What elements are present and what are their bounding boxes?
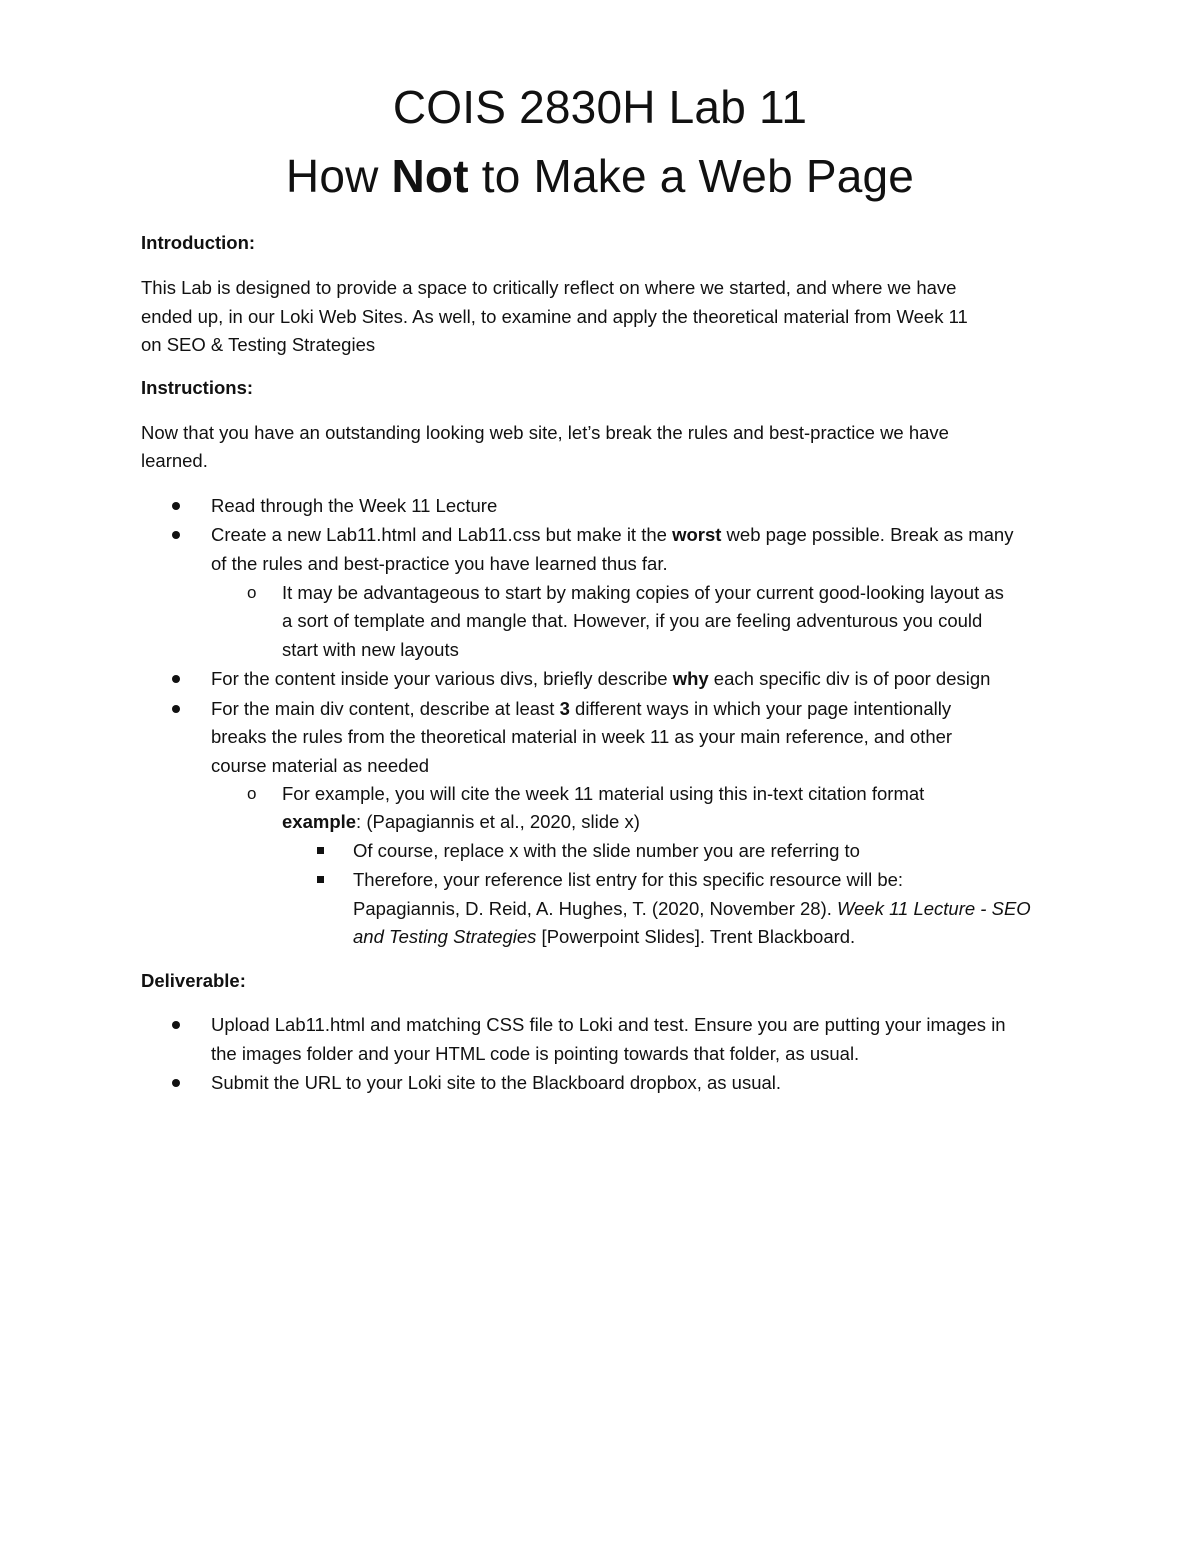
instructions-line-1: Now that you have an outstanding looking web site, let’s break the rules and best-practice we have xyxy=(141,422,949,443)
deliverable-heading: Deliverable: xyxy=(141,970,246,991)
doc-title-line2 xyxy=(0,150,1200,202)
item-main-div-emphasis: 3 xyxy=(559,698,570,719)
square-bullet-icon xyxy=(317,866,324,895)
item-main-div-text-b: different ways in which your page intentionally xyxy=(569,698,952,719)
bullet-icon xyxy=(172,492,180,521)
sub-item-template-line3: start with new layouts xyxy=(282,639,459,660)
bullet-icon xyxy=(172,1011,180,1040)
sub-item-citation-line2 xyxy=(282,808,640,837)
title-suffix: to Make a Web Page xyxy=(468,150,915,202)
item-describe-divs-emphasis: why xyxy=(672,668,709,689)
intro-line-3: on SEO & Testing Strategies xyxy=(141,334,376,355)
sub-bullet-icon: o xyxy=(247,784,257,803)
sub-item-template-line2: a sort of template and mangle that. However, if you are feeling adventurous you could xyxy=(282,610,983,631)
subsub-item-replace-x: Of course, replace x with the slide number you are referring to xyxy=(353,840,860,861)
sub-item-template-line1: It may be advantageous to start by making copies of your current good-looking layout as xyxy=(282,582,1004,603)
square-bullet-icon xyxy=(317,837,324,866)
item-main-div-text-a: For the main div content, describe at least xyxy=(211,698,560,719)
reference-source: [Powerpoint Slides]. Trent Blackboard. xyxy=(536,926,856,947)
item-create-files-emphasis: worst xyxy=(672,524,722,545)
introduction-heading: Introduction: xyxy=(141,232,256,253)
subsub-item-reference-line3 xyxy=(353,923,855,952)
item-create-files-line2: of the rules and best-practice you have learned thus far. xyxy=(211,553,668,574)
item-create-files-text-a: Create a new Lab11.html and Lab11.css but make it the xyxy=(211,524,673,545)
intro-line-2: ended up, in our Loki Web Sites. As well, to examine and apply the theoretical material from Week 11 xyxy=(141,306,968,327)
item-describe-divs-text-a: For the content inside your various divs, briefly describe xyxy=(211,668,673,689)
bullet-icon xyxy=(172,521,180,550)
item-main-div-line3: course material as needed xyxy=(211,755,430,776)
instructions-heading: Instructions: xyxy=(141,377,254,398)
deliverable-upload-line2: the images folder and your HTML code is pointing towards that folder, as usual. xyxy=(211,1043,860,1064)
item-create-files xyxy=(211,521,1013,550)
item-describe-divs xyxy=(211,665,990,694)
subsub-item-reference-line2 xyxy=(353,895,1031,924)
sub-bullet-icon: o xyxy=(247,583,257,602)
item-create-files-text-b: web page possible. Break as many xyxy=(721,524,1014,545)
title-prefix: How xyxy=(285,150,392,202)
item-read-lecture: Read through the Week 11 Lecture xyxy=(211,495,498,516)
reference-title-part2: and Testing Strategies xyxy=(353,926,537,947)
title-emphasis: Not xyxy=(391,150,469,202)
sub-item-citation-line1: For example, you will cite the week 11 material using this in-text citation format xyxy=(282,783,925,804)
doc-title-line1: COIS 2830H Lab 11 xyxy=(392,81,808,133)
deliverable-upload-line1: Upload Lab11.html and matching CSS file to Loki and test. Ensure you are putting your images in xyxy=(211,1014,1006,1035)
instructions-line-2: learned. xyxy=(141,450,208,471)
bullet-icon xyxy=(172,695,180,724)
bullet-icon xyxy=(172,665,180,694)
citation-example-label: example xyxy=(282,811,357,832)
item-main-div-line2: breaks the rules from the theoretical material in week 11 as your main reference, and other xyxy=(211,726,953,747)
subsub-item-reference-line1: Therefore, your reference list entry for this specific resource will be: xyxy=(353,869,904,890)
deliverable-submit-url: Submit the URL to your Loki site to the Blackboard dropbox, as usual. xyxy=(211,1072,782,1093)
reference-authors: Papagiannis, D. Reid, A. Hughes, T. (2020, November 28). xyxy=(353,898,838,919)
bullet-icon xyxy=(172,1069,180,1098)
reference-title-part1: Week 11 Lecture - SEO xyxy=(837,898,1031,919)
item-main-div-line1 xyxy=(211,695,951,724)
item-describe-divs-text-b: each specific div is of poor design xyxy=(708,668,991,689)
intro-line-1: This Lab is designed to provide a space to critically reflect on where we started, and where we have xyxy=(141,277,957,298)
citation-example-text: : (Papagiannis et al., 2020, slide x) xyxy=(356,811,640,832)
